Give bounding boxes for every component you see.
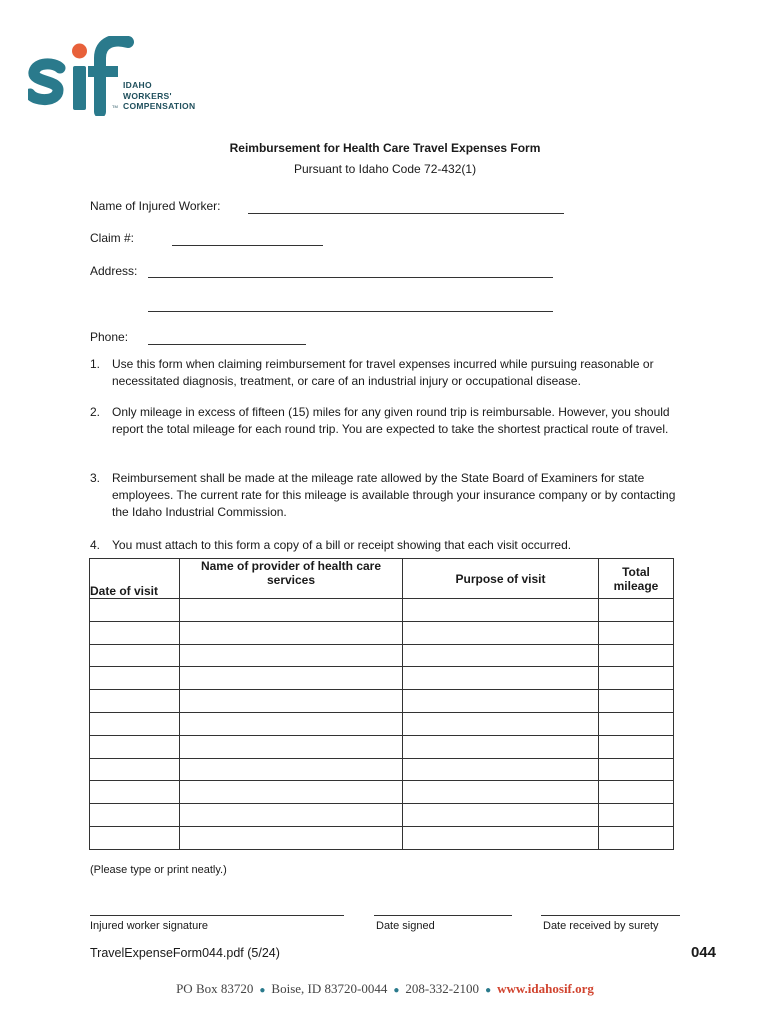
travel-log-table: [89, 558, 674, 850]
print-note: (Please type or print neatly.): [90, 864, 227, 876]
purpose-of-visit-cell[interactable]: [403, 712, 599, 735]
purpose-of-visit-cell[interactable]: [403, 690, 599, 713]
footer-contact: [0, 981, 770, 997]
total-mileage-cell[interactable]: [599, 758, 674, 781]
date-of-visit-cell[interactable]: [90, 758, 180, 781]
footer-po-box: PO Box 83720: [176, 981, 254, 996]
provider-name-cell[interactable]: [180, 758, 403, 781]
purpose-of-visit-cell[interactable]: [403, 621, 599, 644]
phone-field[interactable]: [148, 344, 306, 345]
date-of-visit-cell[interactable]: [90, 690, 180, 713]
provider-name-cell[interactable]: [180, 667, 403, 690]
address-field-line-2[interactable]: [148, 311, 553, 312]
table-body: [90, 599, 674, 850]
phone-label: Phone:: [90, 330, 129, 344]
form-subtitle: Pursuant to Idaho Code 72-432(1): [293, 162, 477, 176]
purpose-of-visit-cell[interactable]: [403, 599, 599, 622]
total-mileage-cell[interactable]: [599, 644, 674, 667]
total-mileage-cell[interactable]: [599, 781, 674, 804]
total-mileage-cell[interactable]: [599, 735, 674, 758]
total-mileage-cell[interactable]: [599, 826, 674, 849]
instruction-text: Reimbursement shall be made at the mileage rate allowed by the State Board of Examiners for state employees. The current rate for this mileage is available through your insurance company or by contacting the Idaho Industrial Commission.: [112, 471, 676, 519]
footer-website-link[interactable]: www.idahosif.org: [497, 981, 594, 996]
form-file-id: TravelExpenseForm044.pdf (5/24): [90, 946, 280, 960]
name-label: Name of Injured Worker:: [90, 199, 221, 213]
table-row: [90, 826, 674, 849]
separator-dot-icon: ●: [393, 985, 400, 996]
worker-signature-label: Injured worker signature: [90, 920, 209, 932]
date-received-label: Date received by surety: [543, 920, 659, 932]
provider-name-cell[interactable]: [180, 690, 403, 713]
table-row: [90, 804, 674, 827]
separator-dot-icon: ●: [485, 985, 492, 996]
purpose-of-visit-cell[interactable]: [403, 667, 599, 690]
provider-name-cell[interactable]: [180, 781, 403, 804]
date-of-visit-cell[interactable]: [90, 599, 180, 622]
total-mileage-cell[interactable]: [599, 690, 674, 713]
purpose-of-visit-cell[interactable]: [403, 758, 599, 781]
date-signed-field[interactable]: [374, 915, 512, 916]
date-of-visit-cell[interactable]: [90, 804, 180, 827]
table-row: [90, 735, 674, 758]
provider-name-cell[interactable]: [180, 644, 403, 667]
header-purpose-of-visit: Purpose of visit: [403, 559, 599, 599]
logo-line-1: IDAHO: [123, 80, 152, 90]
address-label: Address:: [90, 264, 138, 278]
date-of-visit-cell[interactable]: [90, 826, 180, 849]
purpose-of-visit-cell[interactable]: [403, 826, 599, 849]
logo-line-3: COMPENSATION: [123, 101, 196, 111]
table-row: [90, 712, 674, 735]
instruction-number: 3.: [90, 471, 101, 485]
date-signed-label: Date signed: [376, 920, 435, 932]
header-provider-name: Name of provider of health care services: [180, 559, 403, 599]
table-header-row: [90, 559, 674, 599]
instruction-text: Use this form when claiming reimbursement for travel expenses incurred while pursuing reasonable or necessitated diagnosis, treatment, or care of an industrial injury or occupational disease.: [112, 357, 654, 388]
logo-line-2: WORKERS': [123, 90, 172, 101]
date-of-visit-cell[interactable]: [90, 712, 180, 735]
date-of-visit-cell[interactable]: [90, 735, 180, 758]
date-of-visit-cell[interactable]: [90, 781, 180, 804]
date-received-field[interactable]: [541, 915, 680, 916]
instruction-text: Only mileage in excess of fifteen (15) miles for any given round trip is reimbursable. However, you should report the total mileage for each round trip. You are expected to take the shortest practical route of travel.: [112, 405, 670, 436]
table-row: [90, 599, 674, 622]
total-mileage-cell[interactable]: [599, 712, 674, 735]
table-row: [90, 781, 674, 804]
instruction-number: 4.: [90, 538, 101, 552]
total-mileage-cell[interactable]: [599, 804, 674, 827]
provider-name-cell[interactable]: [180, 712, 403, 735]
provider-name-cell[interactable]: [180, 621, 403, 644]
claim-label: Claim #:: [90, 231, 135, 245]
purpose-of-visit-cell[interactable]: [403, 781, 599, 804]
footer-phone: 208-332-2100: [405, 981, 480, 996]
table-row: [90, 758, 674, 781]
table-row: [90, 667, 674, 690]
total-mileage-cell[interactable]: [599, 599, 674, 622]
purpose-of-visit-cell[interactable]: [403, 735, 599, 758]
footer-city: Boise, ID 83720-0044: [271, 981, 388, 996]
purpose-of-visit-cell[interactable]: [403, 644, 599, 667]
instruction-text: You must attach to this form a copy of a bill or receipt showing that each visit occurred.: [112, 538, 572, 552]
provider-name-cell[interactable]: [180, 735, 403, 758]
form-title: Reimbursement for Health Care Travel Expenses Form: [229, 141, 541, 155]
table-row: [90, 621, 674, 644]
date-of-visit-cell[interactable]: [90, 644, 180, 667]
instruction-number: 1.: [90, 357, 101, 371]
provider-name-cell[interactable]: [180, 599, 403, 622]
provider-name-cell[interactable]: [180, 826, 403, 849]
name-field[interactable]: [248, 213, 564, 214]
logo-wordmark: [123, 80, 195, 112]
purpose-of-visit-cell[interactable]: [403, 804, 599, 827]
header-total-mileage: Total mileage: [599, 559, 674, 599]
logo-trademark: TM: [112, 104, 118, 109]
total-mileage-cell[interactable]: [599, 667, 674, 690]
separator-dot-icon: ●: [259, 985, 266, 996]
form-number: 044: [690, 944, 716, 961]
table-row: [90, 644, 674, 667]
date-of-visit-cell[interactable]: [90, 667, 180, 690]
total-mileage-cell[interactable]: [599, 621, 674, 644]
address-field-line-1[interactable]: [148, 277, 553, 278]
provider-name-cell[interactable]: [180, 804, 403, 827]
claim-field[interactable]: [172, 245, 323, 246]
header-date-of-visit: Date of visit: [90, 559, 180, 599]
worker-signature-field[interactable]: [90, 915, 344, 916]
instruction-number: 2.: [90, 405, 101, 419]
date-of-visit-cell[interactable]: [90, 621, 180, 644]
table-row: [90, 690, 674, 713]
